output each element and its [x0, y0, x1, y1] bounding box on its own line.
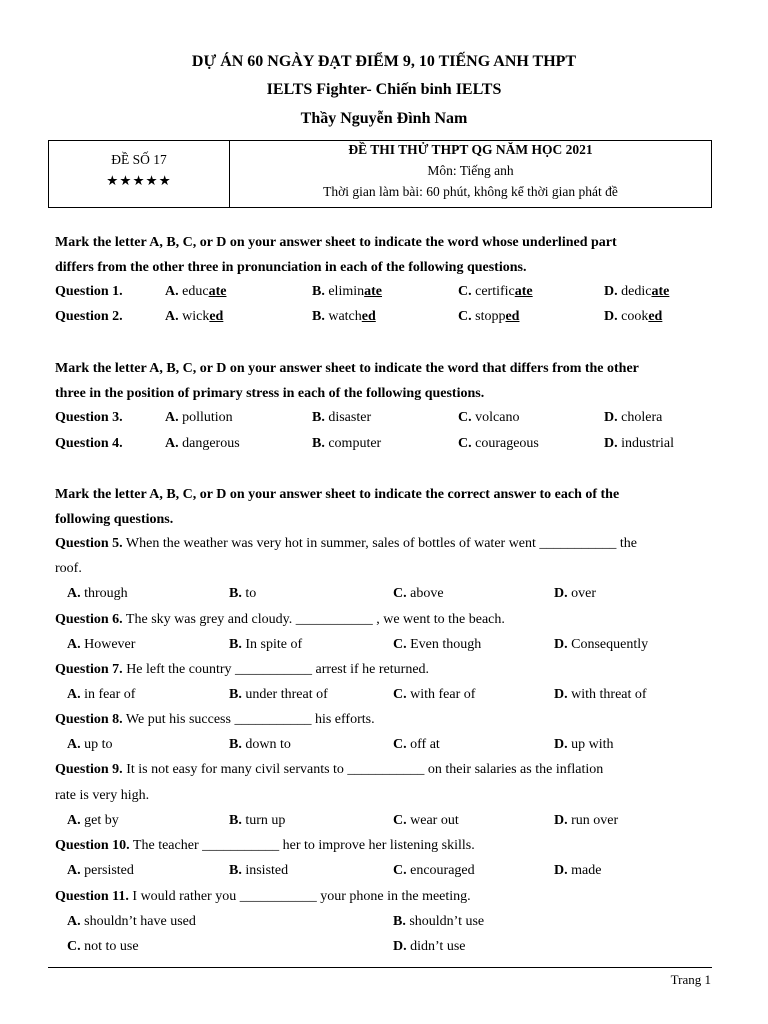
option-a: A. persisted — [67, 863, 134, 878]
option-b: B. disaster — [312, 410, 372, 425]
answer-row — [67, 586, 727, 606]
question-stem-continued: rate is very high. — [55, 788, 150, 803]
instruction-line: following questions. — [55, 512, 174, 527]
question-label: Question 3. — [55, 410, 123, 425]
option-a: A. wicked — [165, 309, 224, 324]
option-c: C. Even though — [393, 637, 482, 652]
answer-row — [67, 813, 727, 833]
option-d: D. made — [554, 863, 602, 878]
option-a: A. in fear of — [67, 687, 136, 702]
question-stem: Question 8. We put his success ___________ his efforts. — [55, 712, 375, 727]
question-stem: Question 9. It is not easy for many civil servants to ___________ on their salaries as the inflation — [55, 762, 604, 777]
option-d: D. over — [554, 586, 597, 601]
answer-row — [67, 737, 727, 757]
option-c: C. off at — [393, 737, 440, 752]
option-d: D. dedicate — [604, 284, 670, 299]
section-instruction — [55, 230, 715, 280]
option-a: A. up to — [67, 737, 113, 752]
exam-title: ĐỀ THI THỬ THPT QG NĂM HỌC 2021 — [348, 142, 593, 157]
option-b: B. under threat of — [229, 687, 328, 702]
option-d: D. run over — [554, 813, 619, 828]
option-c: C. with fear of — [393, 687, 476, 702]
section-instruction — [55, 482, 715, 532]
option-d: D. with threat of — [554, 687, 647, 702]
option-c: C. courageous — [458, 436, 539, 451]
exam-time: Thời gian làm bài: 60 phút, không kể thời gian phát đề — [323, 184, 618, 199]
option-b: B. shouldn’t use — [393, 914, 485, 929]
option-c: C. stopped — [458, 309, 520, 324]
question-label: Question 1. — [55, 284, 123, 299]
question-label: Question 2. — [55, 309, 123, 324]
answer-row — [67, 914, 727, 934]
option-c: C. not to use — [67, 939, 139, 954]
option-a: A. dangerous — [165, 436, 240, 451]
question-row — [55, 284, 725, 304]
answer-row — [67, 637, 727, 657]
option-b: B. eliminate — [312, 284, 383, 299]
footer-divider — [48, 967, 712, 968]
option-d: D. industrial — [604, 436, 675, 451]
option-c: C. volcano — [458, 410, 520, 425]
option-b: B. turn up — [229, 813, 286, 828]
option-b: B. In spite of — [229, 637, 303, 652]
option-c: C. certificate — [458, 284, 533, 299]
question-stem: Question 5. When the weather was very hot in summer, sales of bottles of water went ___________ the — [55, 536, 638, 551]
option-b: B. insisted — [229, 863, 289, 878]
exam-code-cell — [49, 141, 230, 207]
option-a: A. through — [67, 586, 128, 601]
exam-details-cell — [230, 141, 711, 207]
instruction-line: three in the position of primary stress in each of the following questions. — [55, 386, 485, 401]
question-label: Question 4. — [55, 436, 123, 451]
option-a: A. shouldn’t have used — [67, 914, 196, 929]
question-stem: Question 7. He left the country ___________ arrest if he returned. — [55, 662, 430, 677]
option-a: A. However — [67, 637, 136, 652]
instruction-line: differs from the other three in pronunciation in each of the following questions. — [55, 260, 527, 275]
option-b: B. to — [229, 586, 257, 601]
question-row — [55, 410, 725, 430]
option-b: B. computer — [312, 436, 382, 451]
page-number: Trang 1 — [670, 972, 711, 987]
answer-row — [67, 939, 727, 959]
instruction-line: Mark the letter A, B, C, or D on your answer sheet to indicate the correct answer to each of the — [55, 487, 620, 502]
option-d: D. Consequently — [554, 637, 649, 652]
option-d: D. cholera — [604, 410, 663, 425]
option-d: D. up with — [554, 737, 614, 752]
question-stem: Question 11. I would rather you ___________ your phone in the meeting. — [55, 889, 471, 904]
question-stem: Question 10. The teacher ___________ her to improve her listening skills. — [55, 838, 475, 853]
question-stem-continued: roof. — [55, 561, 82, 576]
document-title: DỰ ÁN 60 NGÀY ĐẠT ĐIỂM 9, 10 TIẾNG ANH THPT — [191, 53, 577, 70]
exam-info-box — [48, 140, 712, 208]
question-row — [55, 309, 725, 329]
option-d: D. didn’t use — [393, 939, 466, 954]
answer-row — [67, 863, 727, 883]
option-b: B. down to — [229, 737, 291, 752]
exam-subject: Môn: Tiếng anh — [427, 163, 514, 178]
option-b: B. watched — [312, 309, 376, 324]
answer-row — [67, 687, 727, 707]
program-name: IELTS Fighter- Chiến binh IELTS — [266, 81, 502, 98]
option-a: A. get by — [67, 813, 119, 828]
exam-code: ĐỀ SỐ 17 — [111, 152, 167, 167]
section-instruction — [55, 356, 715, 406]
option-d: D. cooked — [604, 309, 663, 324]
option-c: C. encouraged — [393, 863, 475, 878]
instruction-line: Mark the letter A, B, C, or D on your answer sheet to indicate the word that differs from the other — [55, 361, 639, 376]
option-c: C. above — [393, 586, 444, 601]
option-c: C. wear out — [393, 813, 459, 828]
question-stem: Question 6. The sky was grey and cloudy. ___________ , we went to the beach. — [55, 612, 505, 627]
instruction-line: Mark the letter A, B, C, or D on your answer sheet to indicate the word whose underlined part — [55, 235, 617, 250]
teacher-name: Thầy Nguyễn Đình Nam — [300, 110, 468, 127]
question-row — [55, 436, 725, 456]
option-a: A. educate — [165, 284, 227, 299]
difficulty-stars: ★★★★★ — [106, 173, 172, 188]
option-a: A. pollution — [165, 410, 233, 425]
